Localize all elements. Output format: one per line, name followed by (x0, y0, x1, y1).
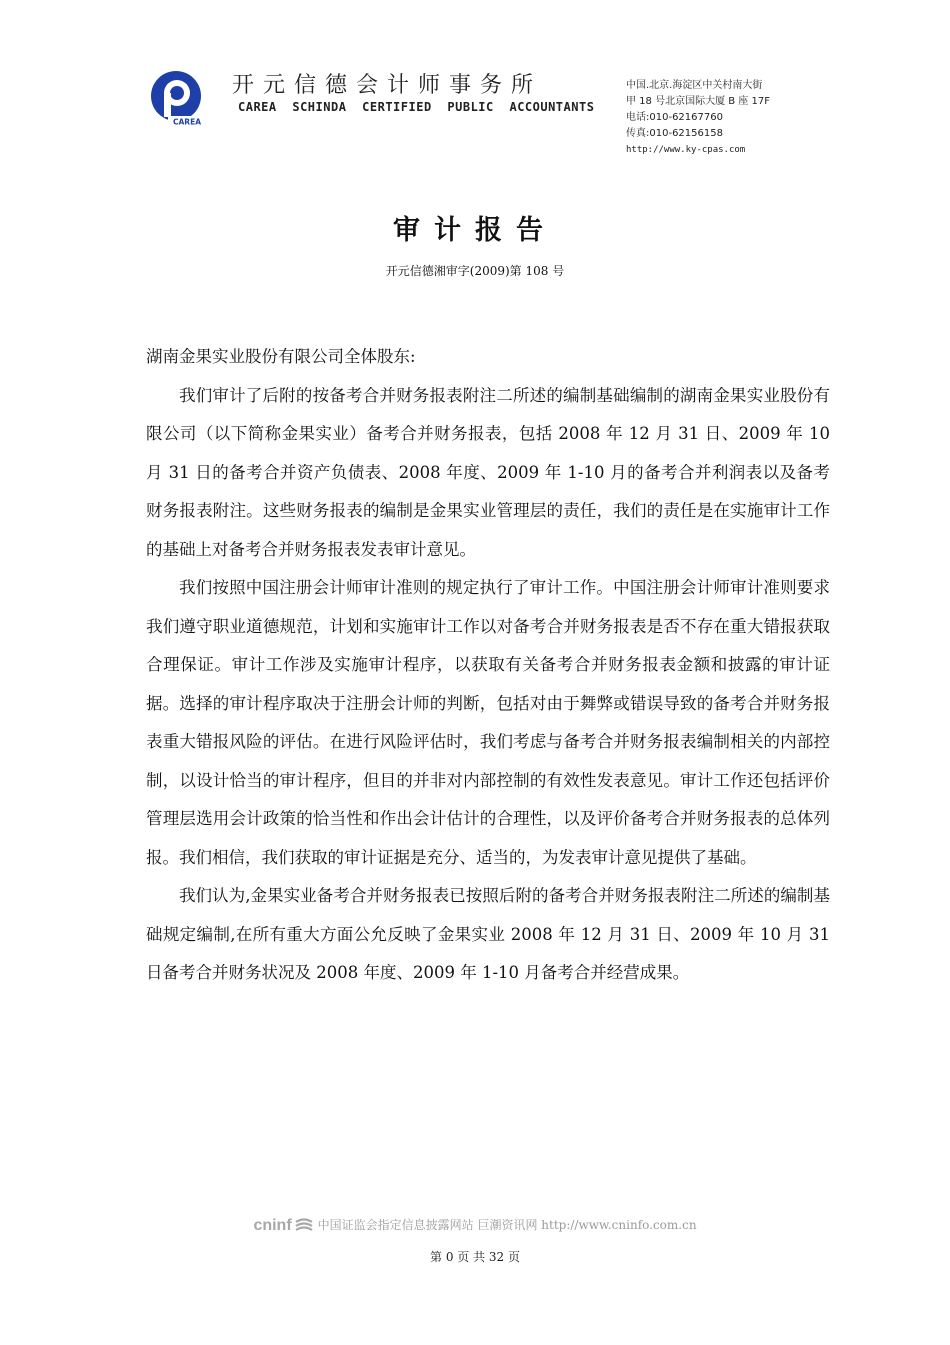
address-line-2: 甲 18 号北京国际大厦 B 座 17F (626, 96, 770, 107)
report-title: 审计报告 (393, 215, 557, 246)
page-number: 第 0 页 共 32 页 (430, 1250, 520, 1264)
paragraph-audit-scope: 我们按照中国注册会计师审计准则的规定执行了审计工作。中国注册会计师审计准则要求我们遵守职业道德规范，计划和实施审计工作以对备考合并财务报表是否不存在重大错报获取合理保证。审计工作涉及实施审计程序，以获取有关备考合并财务报表金额和披露的审计证据。选择的审计程序取决于注册会计师的判断，包括对由于舞弊或错误导致的备考合并财务报表重大错报风险的评估。在进行风险评估时，我们考虑与备考合并财务报表编制相关的内部控制，以设计恰当的审计程序，但目的并非对内部控制的有效性发表意见。审计工作还包括评价管理层选用会计政策的恰当性和作出会计估计的合理性，以及评价备考合并财务报表的总体列报。我们相信，我们获取的审计证据是充分、适当的，为发表审计意见提供了基础。 (146, 578, 830, 867)
logo-text: CAREA (172, 117, 202, 126)
address-line-1: 中国.北京.海淀区中关村南大街 (626, 80, 763, 91)
report-body (146, 338, 830, 993)
document-number: 开元信德湘审字(2009)第 108 号 (385, 264, 565, 278)
phone: 电话:010-62167760 (626, 112, 723, 123)
fax: 传真:010-62156158 (626, 128, 723, 139)
letterhead (150, 64, 850, 164)
footer-site-text: 中国证监会指定信息披露网站 巨潮资讯网 http://www.cninfo.com.cn (317, 1218, 697, 1232)
firm-address-block (626, 78, 770, 158)
paragraph-responsibility: 我们审计了后附的按备考合并财务报表附注二所述的编制基础编制的湖南金果实业股份有限公司（以下简称金果实业）备考合并财务报表，包括 2008 年 12 月 31 日、2009 年 10 月 31 日的备考合并资产负债表、2008 年度、2009 年 1-10 月的备考合并利润表以及备考财务报表附注。这些财务报表的编制是金果实业管理层的责任，我们的责任是在实施审计工作的基础上对备考合并财务报表发表审计意见。 (146, 385, 830, 559)
website: http://www.ky-cpas.com (626, 145, 746, 155)
cninf-logo-text: cninf (253, 1217, 292, 1234)
footer-disclosure (0, 1216, 950, 1235)
cninf-swirl-icon (294, 1218, 314, 1232)
carea-logo (150, 70, 206, 126)
firm-name-en: CAREA SCHINDA CERTIFIED PUBLIC ACCOUNTANTS (238, 100, 595, 114)
paragraph-opinion: 我们认为,金果实业备考合并财务报表已按照后附的备考合并财务报表附注二所述的编制基础规定编制,在所有重大方面公允反映了金果实业 2008 年 12 月 31 日、2009 年 10 月 31 日备考合并财务状况及 2008 年度、2009 年 1-10 月备考合并经营成果。 (146, 886, 830, 982)
firm-name-cn: 开元信德会计师事务所 (232, 73, 543, 98)
salutation: 湖南金果实业股份有限公司全体股东: (146, 347, 416, 366)
